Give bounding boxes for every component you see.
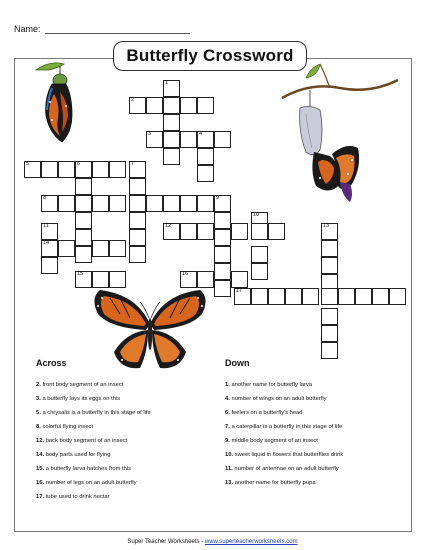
- clue-text: sweet liquid in flowers that butterflies drink: [234, 452, 344, 458]
- crossword-cell[interactable]: [163, 80, 180, 97]
- crossword-cell[interactable]: [231, 223, 248, 240]
- crossword-cell[interactable]: [197, 148, 214, 165]
- crossword-cell[interactable]: [302, 288, 319, 305]
- crossword-cell[interactable]: [41, 161, 58, 178]
- clue-num: 15.: [36, 466, 45, 472]
- crossword-cell[interactable]: [109, 195, 126, 212]
- crossword-cell[interactable]: [146, 195, 163, 212]
- crossword-cell[interactable]: [321, 288, 338, 305]
- clue-number: 15: [77, 271, 84, 277]
- clue-text: body parts used for flying: [45, 452, 111, 458]
- clue-text: middle body segment of an insect: [231, 438, 318, 444]
- clue-text: tube used to drink nectar: [45, 494, 110, 500]
- list-item: [225, 452, 343, 458]
- crossword-cell[interactable]: [129, 195, 146, 212]
- clue-number: 14: [43, 240, 50, 246]
- title-box: [113, 41, 307, 71]
- crossword-cell[interactable]: [197, 165, 214, 182]
- crossword-cell[interactable]: [321, 308, 338, 325]
- crossword-cell[interactable]: [372, 288, 389, 305]
- clue-text: colorful flying insect: [42, 424, 94, 430]
- crossword-cell[interactable]: [109, 161, 126, 178]
- clue-number: 1: [165, 80, 169, 86]
- crossword-cell[interactable]: [75, 229, 92, 246]
- crossword-cell[interactable]: [146, 131, 163, 148]
- crossword-cell[interactable]: [146, 97, 163, 114]
- crossword-cell[interactable]: [92, 161, 109, 178]
- crossword-cell[interactable]: [214, 280, 231, 297]
- crossword-cell[interactable]: [58, 161, 75, 178]
- list-item: [36, 410, 151, 416]
- clue-text: a butterfly lays its eggs on this: [42, 396, 121, 402]
- crossword-cell[interactable]: [180, 131, 197, 148]
- across-heading: Across: [36, 358, 67, 368]
- clue-number: 16: [182, 271, 189, 277]
- clue-num: 13.: [225, 480, 234, 486]
- crossword-cell[interactable]: [214, 229, 231, 246]
- clue-num: 7.: [225, 424, 230, 430]
- name-write-line[interactable]: [45, 24, 190, 34]
- crossword-cell[interactable]: [75, 161, 92, 178]
- crossword-cell[interactable]: [251, 263, 268, 280]
- crossword-cell[interactable]: [75, 178, 92, 195]
- clue-num: 6.: [225, 410, 230, 416]
- crossword-cell[interactable]: [75, 271, 92, 288]
- clue-text: number of legs on an adult butterfly: [45, 480, 137, 486]
- name-line: [14, 24, 190, 34]
- crossword-cell[interactable]: [163, 131, 180, 148]
- clue-num: 11.: [225, 466, 233, 472]
- crossword-cell[interactable]: [92, 271, 109, 288]
- clue-num: 12.: [36, 438, 45, 444]
- crossword-cell[interactable]: [163, 97, 180, 114]
- crossword-cell[interactable]: [355, 288, 372, 305]
- crossword-cell[interactable]: [180, 97, 197, 114]
- clue-number: 17: [236, 288, 243, 294]
- clue-number: 12: [165, 223, 172, 229]
- clue-num: 16.: [36, 480, 45, 486]
- crossword-cell[interactable]: [321, 325, 338, 342]
- crossword-cell[interactable]: [268, 223, 285, 240]
- page-title: Butterfly Crossword: [126, 46, 294, 65]
- clue-text: another name for butterfly larva: [231, 382, 313, 388]
- clue-text: front body segment of an insect: [42, 382, 124, 388]
- clue-number: 9: [216, 195, 220, 201]
- crossword-cell[interactable]: [321, 342, 338, 359]
- crossword-cell[interactable]: [251, 288, 268, 305]
- list-item: [225, 424, 342, 430]
- crossword-cell[interactable]: [214, 246, 231, 263]
- crossword-cell[interactable]: [163, 114, 180, 131]
- clue-text: number of antennae on an adult butterfly: [234, 466, 339, 472]
- crossword-cell[interactable]: [231, 271, 248, 288]
- crossword-cell[interactable]: [321, 257, 338, 274]
- crossword-cell[interactable]: [129, 178, 146, 195]
- crossword-cell[interactable]: [197, 271, 214, 288]
- clue-number: 4: [199, 131, 203, 137]
- crossword-cell[interactable]: [24, 161, 41, 178]
- crossword-cell[interactable]: [180, 195, 197, 212]
- clue-text: number of wings on an adult butterfly: [231, 396, 327, 402]
- list-item: [36, 424, 93, 430]
- list-item: [36, 382, 123, 388]
- crossword-cell[interactable]: [214, 131, 231, 148]
- crossword-cell[interactable]: [109, 271, 126, 288]
- crossword-cell[interactable]: [129, 97, 146, 114]
- clue-num: 8.: [36, 424, 41, 430]
- footer: [0, 539, 425, 545]
- down-heading: Down: [225, 358, 250, 368]
- list-item: [225, 382, 312, 388]
- crossword-cell[interactable]: [285, 288, 302, 305]
- crossword-cell[interactable]: [214, 195, 231, 212]
- crossword-cell[interactable]: [163, 148, 180, 165]
- list-item: [225, 466, 339, 472]
- crossword-cell[interactable]: [109, 240, 126, 257]
- list-item: [36, 452, 110, 458]
- footer-link[interactable]: www.superteacherworksheets.com: [204, 539, 298, 545]
- clue-num: 14.: [36, 452, 45, 458]
- clue-num: 3.: [36, 396, 41, 402]
- crossword-cell[interactable]: [338, 288, 355, 305]
- list-item: [225, 410, 303, 416]
- crossword-cell[interactable]: [129, 246, 146, 263]
- crossword-cell[interactable]: [321, 223, 338, 240]
- crossword-cell[interactable]: [129, 161, 146, 178]
- list-item: [36, 396, 120, 402]
- crossword-cell[interactable]: [75, 212, 92, 229]
- footer-text: Super Teacher Worksheets -: [127, 539, 205, 545]
- crossword-cell[interactable]: [214, 212, 231, 229]
- clue-text: a caterpillar is a butterfly in this stage of life: [231, 424, 343, 430]
- clue-number: 3: [148, 131, 152, 137]
- clue-text: a chrysalis is a butterfly in this stage of life: [42, 410, 151, 416]
- crossword-cell[interactable]: [197, 195, 214, 212]
- crossword-cell[interactable]: [197, 97, 214, 114]
- clue-num: 2.: [36, 382, 41, 388]
- crossword-cell[interactable]: [197, 131, 214, 148]
- crossword-cell[interactable]: [41, 223, 58, 240]
- crossword-cell[interactable]: [129, 229, 146, 246]
- crossword-cell[interactable]: [92, 195, 109, 212]
- crossword-cell[interactable]: [251, 223, 268, 240]
- clue-number: 2: [131, 97, 135, 103]
- list-item: [36, 480, 137, 486]
- crossword-cell[interactable]: [58, 240, 75, 257]
- crossword-cell[interactable]: [180, 271, 197, 288]
- clue-num: 17.: [36, 494, 45, 500]
- list-item: [225, 396, 327, 402]
- crossword-cell[interactable]: [75, 195, 92, 212]
- clue-num: 4.: [225, 396, 230, 402]
- clue-number: 11: [43, 223, 49, 229]
- clue-number: 7: [131, 161, 135, 167]
- crossword-cell[interactable]: [92, 240, 109, 257]
- crossword-cell[interactable]: [180, 223, 197, 240]
- list-item: [36, 466, 131, 472]
- crossword-cell[interactable]: [251, 246, 268, 263]
- crossword-cell[interactable]: [41, 195, 58, 212]
- clue-number: 6: [77, 161, 81, 167]
- name-label: Name:: [14, 24, 41, 34]
- clue-number: 13: [323, 223, 330, 229]
- list-item: [225, 438, 318, 444]
- list-item: [36, 438, 127, 444]
- clue-number: 8: [43, 195, 47, 201]
- clue-number: 5: [26, 161, 30, 167]
- crossword-cell[interactable]: [75, 246, 92, 263]
- clue-num: 10.: [225, 452, 234, 458]
- chrysalis-left-icon: [30, 58, 90, 148]
- crossword-cell[interactable]: [214, 263, 231, 280]
- monarch-butterfly-icon: [90, 288, 210, 378]
- crossword-cell[interactable]: [163, 223, 180, 240]
- list-item: [36, 494, 110, 500]
- crossword-cell[interactable]: [58, 195, 75, 212]
- crossword-cell[interactable]: [321, 240, 338, 257]
- crossword-cell[interactable]: [129, 212, 146, 229]
- crossword-cell[interactable]: [389, 288, 406, 305]
- emerging-butterfly-icon: [280, 62, 400, 202]
- clue-text: feelers on a butterfly's head: [231, 410, 303, 416]
- crossword-cell[interactable]: [41, 257, 58, 274]
- clue-text: back body segment of an insect: [45, 438, 128, 444]
- clue-num: 5.: [36, 410, 41, 416]
- clue-number: 10: [253, 212, 260, 218]
- crossword-cell[interactable]: [197, 223, 214, 240]
- clue-num: 1.: [225, 382, 230, 388]
- clue-num: 9.: [225, 438, 230, 444]
- crossword-cell[interactable]: [163, 195, 180, 212]
- crossword-cell[interactable]: [41, 240, 58, 257]
- clue-text: another name for butterfly pupa: [234, 480, 316, 486]
- crossword-cell[interactable]: [268, 288, 285, 305]
- crossword-cell[interactable]: [234, 288, 251, 305]
- clue-text: a butterfly larva hatches from this: [45, 466, 132, 472]
- list-item: [225, 480, 316, 486]
